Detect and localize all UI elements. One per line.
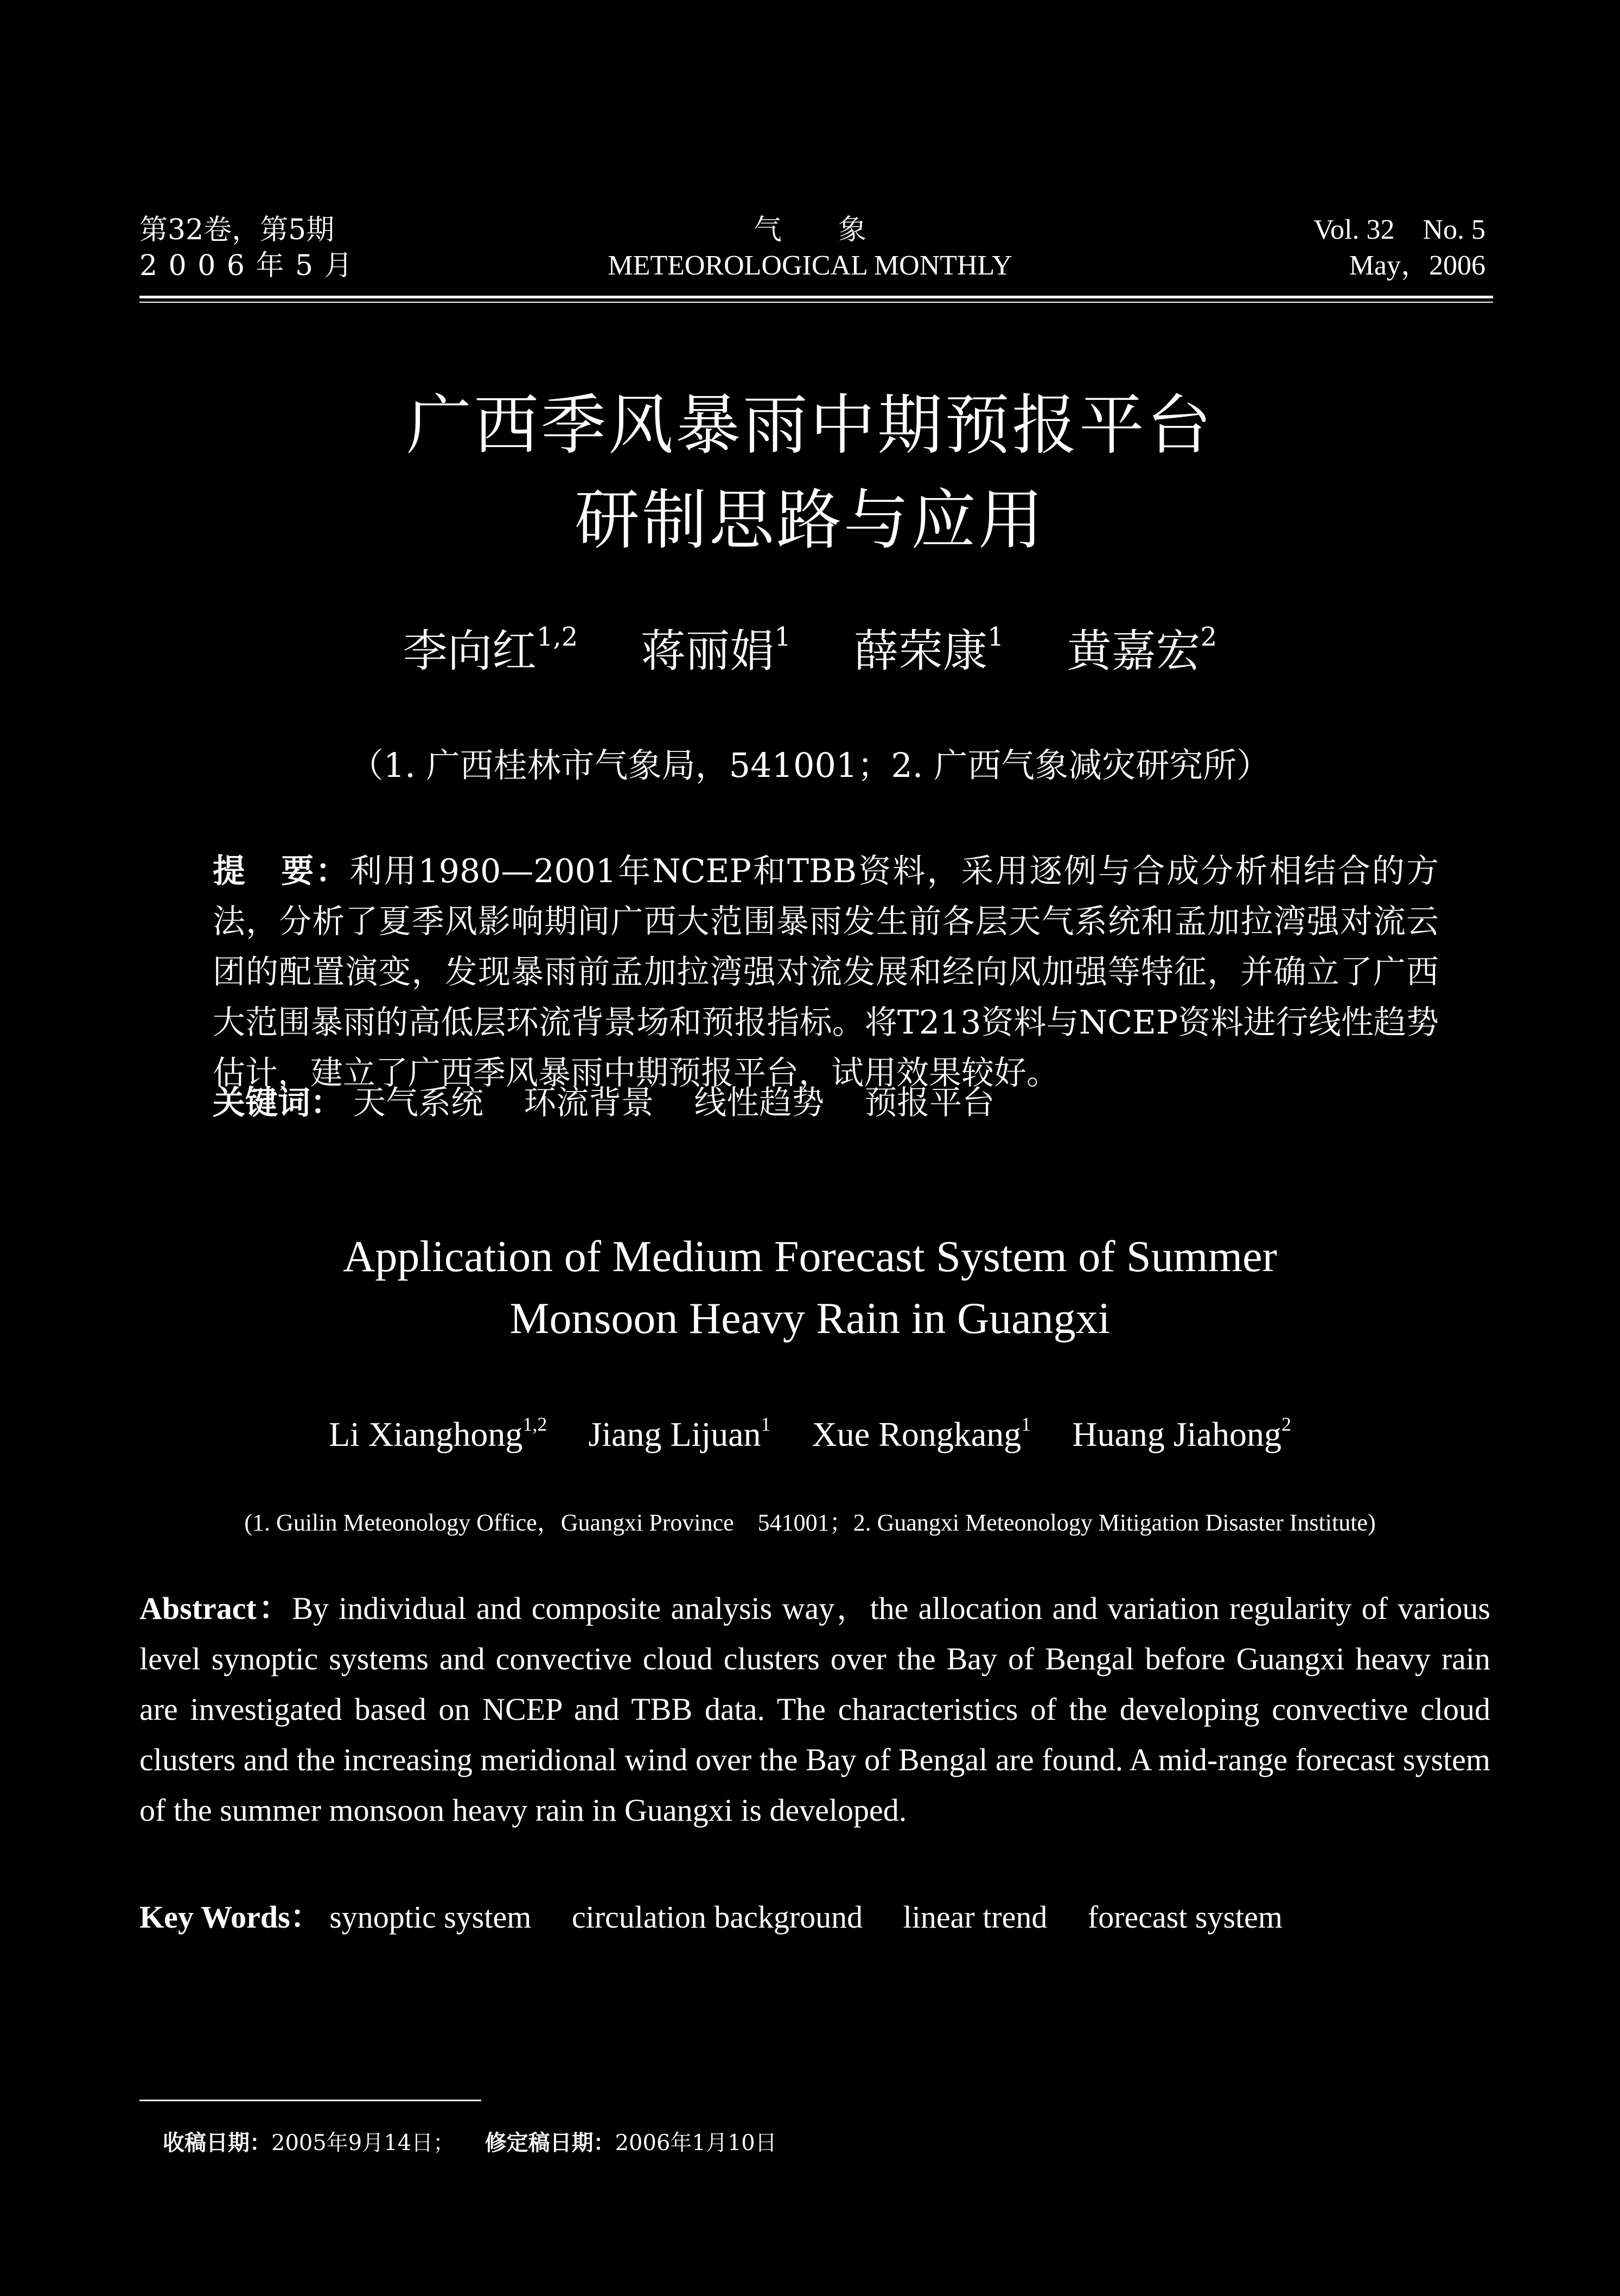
- affiliation-en: (1. Guilin Meteonology Office，Guangxi Province 541001；2. Guangxi Meteonology Mitigation Disaster Institute): [244, 1509, 1376, 1536]
- keyword-cn: 天气系统: [353, 1084, 484, 1122]
- header-rule-thin: [139, 302, 1493, 303]
- author-en: Xue Rongkang$^1$: [812, 1413, 1031, 1453]
- received-label: 收稿日期：: [163, 2131, 271, 2155]
- keyword-en: circulation background: [571, 1899, 863, 1935]
- author-en: Li Xianghong$^{1,2}$: [329, 1413, 547, 1453]
- keyword-cn: 环流背景: [524, 1084, 654, 1122]
- revised-date: 2006年1月10日: [615, 2131, 777, 2155]
- author-cn: 李向红$^{1,2}$: [403, 622, 578, 677]
- author-cn: 蒋丽娟$^1$: [641, 622, 791, 677]
- title-en-line1: Application of Medium Forecast System of Summer: [343, 1232, 1277, 1281]
- authors-cn: [0, 622, 1620, 677]
- keywords-en: [139, 1899, 1490, 1935]
- keyword-cn: 线性趋势: [694, 1084, 825, 1122]
- revised-label: 修定稿日期：: [484, 2131, 615, 2155]
- abstract-cn-text: 利用1980—2001年NCEP和TBB资料，采用逐例与合成分析相结合的方法，分析了夏季风影响期间广西大范围暴雨发生前各层天气系统和孟加拉湾强对流云团的配置演变，发现暴雨前孟加拉湾强对流发展和经向风加强等特征，并确立了广西大范围暴雨的高低层环流背景场和预报指标。将T213资料与NCEP资料进行线性趋势估计，建立了广西季风暴雨中期预报平台，试用效果较好。: [213, 852, 1439, 1092]
- publication-date-en: May，2006: [1349, 250, 1485, 281]
- title-en-line2: Monsoon Heavy Rain in Guangxi: [509, 1293, 1111, 1343]
- keywords-cn: [213, 1084, 1439, 1122]
- abstract-cn-label: 提 要：: [213, 852, 350, 890]
- author-cn: 薛荣康$^1$: [853, 622, 1004, 677]
- abstract-en: [139, 1583, 1490, 1835]
- keyword-en: synoptic system: [329, 1899, 532, 1935]
- title-cn-line1: 广西季风暴雨中期预报平台: [406, 388, 1214, 463]
- keyword-cn: 预报平台: [864, 1084, 995, 1122]
- publication-date: 2 0 0 6 年 5 月: [139, 250, 354, 282]
- author-en: Jiang Lijuan$^1$: [588, 1413, 771, 1453]
- title-cn-line2: 研制思路与应用: [575, 483, 1045, 558]
- keyword-en: forecast system: [1087, 1899, 1283, 1935]
- affiliation-cn: （1. 广西桂林市气象局，541001；2. 广西气象减灾研究所）: [349, 745, 1271, 785]
- volume-number-en: Vol. 32 No. 5: [1313, 214, 1485, 245]
- author-cn: 黄嘉宏$^2$: [1067, 622, 1217, 677]
- journal-name-cn: 气 象: [753, 214, 866, 246]
- abstract-en-label: Abstract：: [139, 1591, 292, 1626]
- volume-issue: 第32卷，第5期: [139, 214, 335, 246]
- footnote-rule: [139, 2100, 481, 2101]
- header-rule-thick: [139, 296, 1493, 298]
- keywords-en-label: Key Words：: [139, 1899, 322, 1935]
- abstract-cn: [213, 846, 1439, 1099]
- author-en: Huang Jiahong$^2$: [1072, 1413, 1291, 1453]
- received-date: 2005年9月14日；: [271, 2131, 455, 2155]
- authors-en: [0, 1413, 1620, 1453]
- keyword-en: linear trend: [903, 1899, 1048, 1935]
- abstract-en-text: By individual and composite analysis way，the allocation and variation regularity of various level synoptic systems and convective cloud clusters over the Bay of Bengal before Guangxi heavy rain are investigated based on NCEP and TBB data. The characteristics of the developing convective cloud clusters and the increasing meridional wind over the Bay of Bengal are found. A mid-range forecast system of the summer monsoon heavy rain in Guangxi is developed.: [139, 1591, 1490, 1828]
- keywords-cn-label: 关键词：: [213, 1084, 343, 1122]
- journal-name-en: METEOROLOGICAL MONTHLY: [608, 250, 1012, 281]
- footnote-dates: [163, 2132, 777, 2154]
